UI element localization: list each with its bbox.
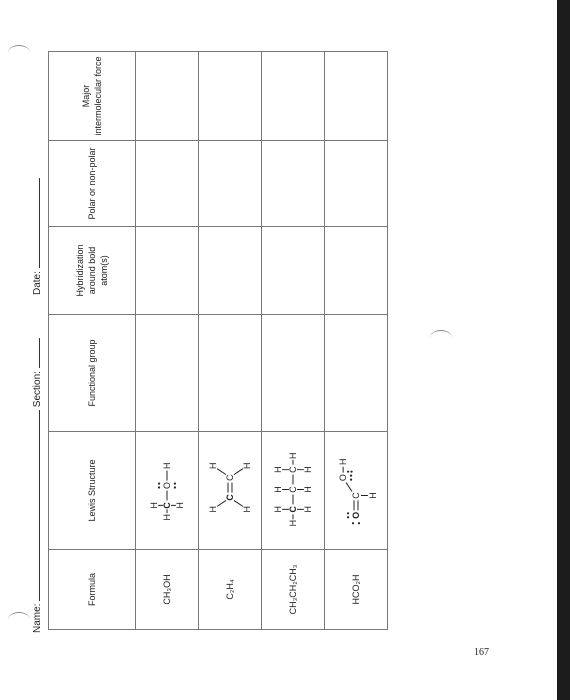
svg-text:O: O <box>338 474 349 482</box>
rotated-worksheet <box>30 45 385 635</box>
worksheet-header <box>30 45 46 635</box>
svg-text:H: H <box>367 492 378 499</box>
svg-text:H: H <box>149 502 160 509</box>
date-field[interactable] <box>30 178 43 295</box>
svg-text:H: H <box>241 506 252 513</box>
svg-text:C: C <box>288 486 298 493</box>
svg-text:O: O <box>162 482 172 490</box>
svg-text:H: H <box>302 486 313 493</box>
functional-group-cell[interactable] <box>199 315 262 432</box>
hybridization-cell[interactable] <box>199 227 262 315</box>
functional-group-cell[interactable] <box>262 315 325 432</box>
svg-text:H: H <box>302 506 313 513</box>
svg-text:H: H <box>273 506 284 513</box>
date-blank[interactable] <box>30 178 40 268</box>
page-edge <box>557 0 570 700</box>
svg-text:C: C <box>288 466 298 473</box>
name-blank[interactable] <box>30 411 40 601</box>
svg-text:C: C <box>225 494 235 501</box>
svg-text:C: C <box>162 502 172 509</box>
polarity-cell[interactable] <box>262 141 325 227</box>
functional-group-cell[interactable] <box>136 315 199 432</box>
section-blank[interactable] <box>30 338 40 368</box>
page-number: 167 <box>474 647 489 658</box>
svg-text:H: H <box>241 462 252 469</box>
methanol-lewis-structure <box>137 436 197 545</box>
table-row <box>325 52 388 630</box>
hybridization-cell[interactable] <box>262 227 325 315</box>
hybridization-cell[interactable] <box>136 227 199 315</box>
column-header-hybridization: Hybridization around bold atom(s) <box>49 227 136 315</box>
polarity-cell[interactable] <box>136 141 199 227</box>
svg-text:H: H <box>174 502 185 509</box>
header-row <box>49 52 136 630</box>
date-label: Date: <box>32 271 43 295</box>
column-header-functional-group: Functional group <box>49 315 136 432</box>
name-label: Name: <box>32 603 43 633</box>
column-header-intermolecular-force: Major intermolecular force <box>49 52 136 141</box>
formula-cell: CH₃CH₂CH₃ <box>262 550 325 630</box>
worksheet-table <box>48 51 388 630</box>
intermolecular-force-cell[interactable] <box>262 52 325 141</box>
lewis-structure-cell <box>136 432 199 550</box>
svg-text:C: C <box>288 506 298 513</box>
hybridization-cell[interactable] <box>325 227 388 315</box>
svg-text:H: H <box>162 514 172 521</box>
svg-text:H: H <box>208 506 219 513</box>
ethene-lewis-structure <box>200 436 260 545</box>
svg-text:C: C <box>225 474 235 481</box>
formula-cell: HCO₂H <box>325 550 388 630</box>
svg-text:H: H <box>273 486 284 493</box>
svg-text:H: H <box>288 452 298 460</box>
polarity-cell[interactable] <box>325 141 388 227</box>
svg-text:C: C <box>351 492 361 499</box>
table-row <box>262 52 325 630</box>
formula-cell: C₂H₄ <box>199 550 262 630</box>
table-row <box>136 52 199 630</box>
section-leading-line <box>30 410 40 430</box>
intermolecular-force-cell[interactable] <box>136 52 199 141</box>
svg-text:H: H <box>162 462 172 469</box>
lewis-structure-cell <box>262 432 325 550</box>
binder-hole-top <box>8 45 30 60</box>
svg-text:H: H <box>208 462 219 469</box>
svg-text:H: H <box>288 519 298 527</box>
lewis-structure-cell <box>325 432 388 550</box>
intermolecular-force-cell[interactable] <box>325 52 388 141</box>
functional-group-cell[interactable] <box>325 315 388 432</box>
column-header-lewis-structure: Lewis Structure <box>49 432 136 550</box>
polarity-cell[interactable] <box>199 141 262 227</box>
section-field[interactable] <box>30 338 43 430</box>
lewis-structure-cell <box>199 432 262 550</box>
propane-lewis-structure <box>263 436 323 545</box>
svg-text:H: H <box>273 466 284 473</box>
formula-cell: CH₃OH <box>136 550 199 630</box>
name-field[interactable] <box>30 411 43 633</box>
section-label: Section: <box>32 371 43 408</box>
column-header-polarity: Polar or non-polar <box>49 141 136 227</box>
column-header-formula: Formula <box>49 550 136 630</box>
table-row <box>199 52 262 630</box>
svg-text:H: H <box>302 466 313 473</box>
svg-text:H: H <box>338 458 349 465</box>
svg-text:O: O <box>351 511 361 519</box>
formic-acid-lewis-structure <box>326 436 386 545</box>
intermolecular-force-cell[interactable] <box>199 52 262 141</box>
binder-hole-bottom <box>8 612 30 627</box>
binder-hole-middle <box>430 330 452 345</box>
